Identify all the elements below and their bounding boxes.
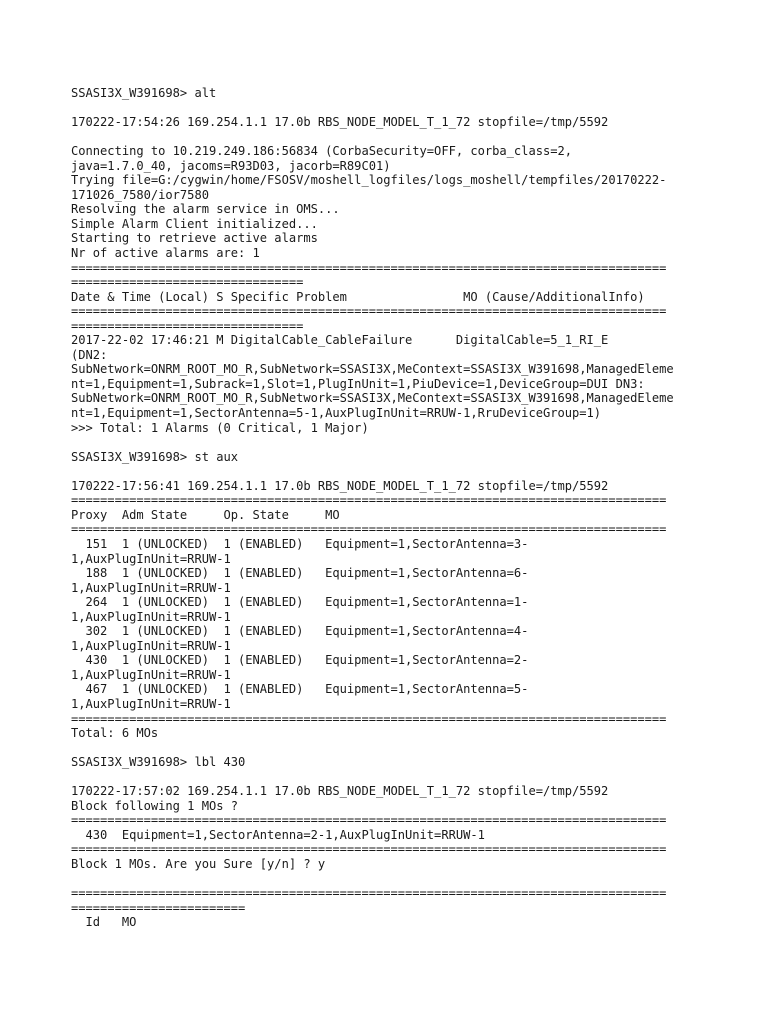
terminal-line: Starting to retrieve active alarms (71, 231, 318, 246)
terminal-line: 151 1 (UNLOCKED) 1 (ENABLED) Equipment=1,SectorAntenna=3- (71, 536, 529, 551)
terminal-line: Trying file=G:/cygwin/home/FSOSV/moshell_logfiles/logs_moshell/tempfiles/20170222- (71, 173, 667, 188)
terminal-line: nt=1,Equipment=1,SectorAntenna=5-1,AuxPlugInUnit=RRUW-1,RruDeviceGroup=1) (71, 406, 602, 421)
terminal-line: ================================================================================== (71, 813, 667, 828)
terminal-line (71, 435, 711, 450)
terminal-line: Total: 6 MOs (71, 726, 159, 741)
terminal-line: 170222-17:56:41 169.254.1.1 17.0b RBS_NODE_MODEL_T_1_72 stopfile=/tmp/5592 (71, 478, 609, 493)
terminal-line: Nr of active alarms are: 1 (71, 246, 260, 261)
terminal-line (71, 464, 711, 479)
terminal-line: 467 1 (UNLOCKED) 1 (ENABLED) Equipment=1,SectorAntenna=5- (71, 682, 529, 697)
terminal-line: ================================ (71, 275, 304, 290)
terminal-line: 1,AuxPlugInUnit=RRUW-1 (71, 551, 231, 566)
terminal-line (71, 101, 711, 116)
terminal-line: ================================================================================== (71, 304, 667, 319)
terminal-line: Block 1 MOs. Are you Sure [y/n] ? y (71, 856, 326, 871)
terminal-line: Block following 1 MOs ? (71, 798, 239, 813)
terminal-line: SSASI3X_W391698> st aux (71, 449, 239, 464)
terminal-line (71, 872, 711, 887)
terminal-line: ================================================================================== (71, 886, 667, 901)
terminal-line: 171026_7580/ior7580 (71, 187, 209, 202)
terminal-line: ================================================================================== (71, 493, 667, 508)
terminal-line: Resolving the alarm service in OMS... (71, 202, 340, 217)
terminal-line: Id MO (71, 915, 137, 930)
terminal-line: java=1.7.0_40, jacoms=R93D03, jacorb=R89C01) (71, 158, 391, 173)
terminal-line: SubNetwork=ONRM_ROOT_MO_R,SubNetwork=SSASI3X,MeContext=SSASI3X_W391698,ManagedEleme (71, 391, 674, 406)
terminal-line: nt=1,Equipment=1,Subrack=1,Slot=1,PlugInUnit=1,PiuDevice=1,DeviceGroup=DUI DN3: (71, 376, 645, 391)
terminal-line: 2017-22-02 17:46:21 M DigitalCable_CableFailure DigitalCable=5_1_RI_E (71, 333, 609, 348)
terminal-line: 264 1 (UNLOCKED) 1 (ENABLED) Equipment=1,SectorAntenna=1- (71, 595, 529, 610)
terminal-line (71, 130, 711, 145)
terminal-line: 170222-17:57:02 169.254.1.1 17.0b RBS_NODE_MODEL_T_1_72 stopfile=/tmp/5592 (71, 784, 609, 799)
terminal-line: >>> Total: 1 Alarms (0 Critical, 1 Major) (71, 420, 369, 435)
terminal-line: ================================================================================== (71, 711, 667, 726)
terminal-line: 170222-17:54:26 169.254.1.1 17.0b RBS_NODE_MODEL_T_1_72 stopfile=/tmp/5592 (71, 115, 609, 130)
terminal-line: 302 1 (UNLOCKED) 1 (ENABLED) Equipment=1,SectorAntenna=4- (71, 624, 529, 639)
terminal-output (71, 86, 711, 930)
terminal-line: Date & Time (Local) S Specific Problem MO (Cause/AdditionalInfo) (71, 289, 645, 304)
terminal-line: 1,AuxPlugInUnit=RRUW-1 (71, 667, 231, 682)
terminal-line: 188 1 (UNLOCKED) 1 (ENABLED) Equipment=1,SectorAntenna=6- (71, 566, 529, 581)
terminal-line (71, 741, 711, 756)
terminal-line: Connecting to 10.219.249.186:56834 (CorbaSecurity=OFF, corba_class=2, (71, 144, 573, 159)
terminal-line (71, 770, 711, 785)
terminal-line: 430 Equipment=1,SectorAntenna=2-1,AuxPlugInUnit=RRUW-1 (71, 827, 485, 842)
terminal-line: ================================================================================== (71, 260, 667, 275)
terminal-line: 1,AuxPlugInUnit=RRUW-1 (71, 580, 231, 595)
terminal-line: 1,AuxPlugInUnit=RRUW-1 (71, 638, 231, 653)
terminal-line: ======================== (71, 900, 246, 915)
terminal-line: 1,AuxPlugInUnit=RRUW-1 (71, 696, 231, 711)
terminal-line: Proxy Adm State Op. State MO (71, 507, 340, 522)
terminal-line: ================================ (71, 318, 304, 333)
terminal-line: SubNetwork=ONRM_ROOT_MO_R,SubNetwork=SSASI3X,MeContext=SSASI3X_W391698,ManagedEleme (71, 362, 674, 377)
terminal-line: Simple Alarm Client initialized... (71, 216, 318, 231)
terminal-line: 430 1 (UNLOCKED) 1 (ENABLED) Equipment=1,SectorAntenna=2- (71, 653, 529, 668)
terminal-line: ================================================================================== (71, 842, 667, 857)
terminal-line: 1,AuxPlugInUnit=RRUW-1 (71, 609, 231, 624)
terminal-line: ================================================================================== (71, 522, 667, 537)
terminal-line: SSASI3X_W391698> alt (71, 86, 217, 100)
terminal-line: (DN2: (71, 347, 108, 362)
terminal-line: SSASI3X_W391698> lbl 430 (71, 755, 246, 770)
